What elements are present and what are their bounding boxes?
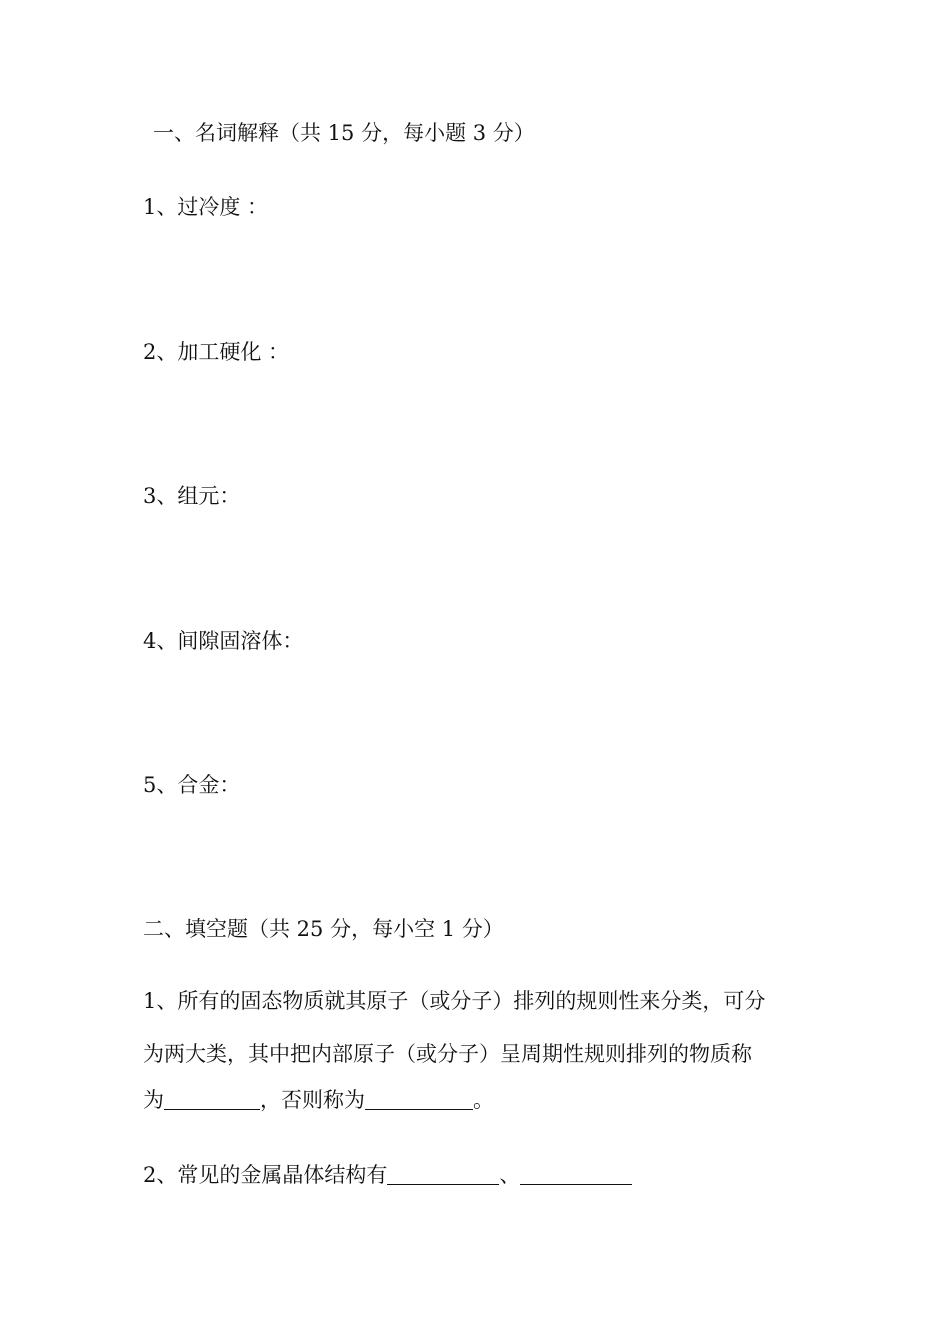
answer-blank-4[interactable] [520, 1162, 632, 1185]
fill-question-1-line-1: 1、所有的固态物质就其原子（或分子）排列的规则性来分类，可分 [143, 989, 766, 1013]
answer-blank-1[interactable] [164, 1087, 260, 1110]
fill-question-1-line-3 [143, 1085, 494, 1115]
term-item-3: 3、组元： [143, 484, 241, 508]
fill-question-2-separator: 、 [499, 1163, 521, 1187]
section-2-heading: 二、填空题（共 25 分，每小空 1 分） [143, 917, 504, 941]
answer-blank-2[interactable] [365, 1087, 473, 1110]
term-item-4: 4、间隙固溶体： [143, 629, 304, 653]
section-1-heading: 一、名词解释（共 15 分，每小题 3 分） [153, 121, 535, 145]
fill-question-2-line-1 [143, 1160, 632, 1190]
term-item-2: 2、加工硬化 ： [143, 340, 290, 364]
fill-question-1-text-c: 。 [473, 1088, 494, 1112]
fill-question-1-text-b: ，否则称为 [260, 1088, 365, 1112]
fill-question-1-text-a: 为 [143, 1088, 164, 1112]
answer-blank-3[interactable] [387, 1162, 499, 1185]
fill-question-2-text: 2、常见的金属晶体结构有 [143, 1163, 388, 1187]
fill-question-1-line-2: 为两大类，其中把内部原子（或分子）呈周期性规则排列的物质称 [143, 1042, 752, 1066]
term-item-1: 1、过冷度 ： [143, 195, 269, 219]
term-item-5: 5、合金： [143, 773, 241, 797]
